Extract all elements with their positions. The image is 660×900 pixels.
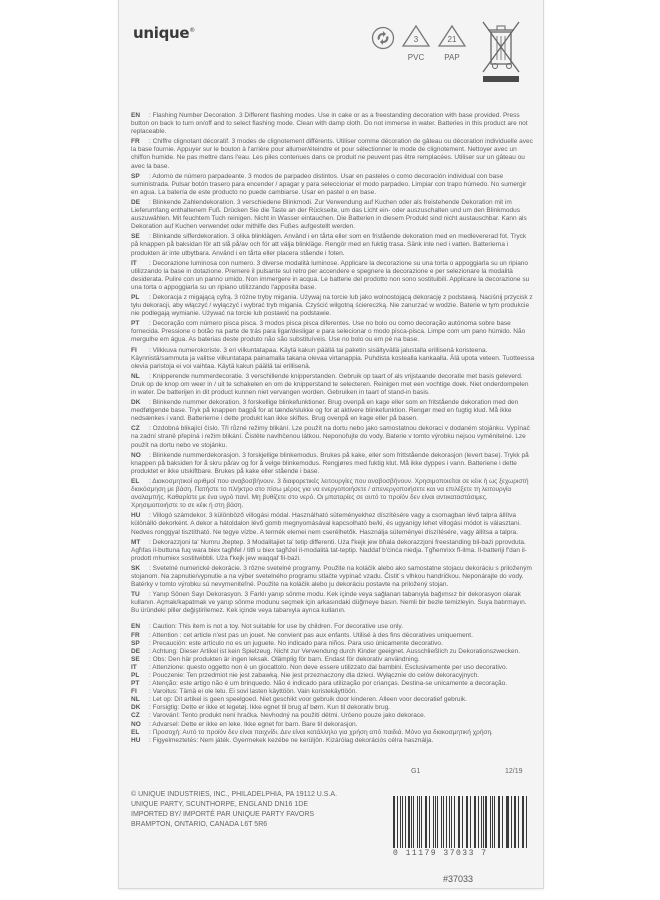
instruction-paragraph: NO : Blinkende nummerdekorasjon. 3 forskjellige blinkemodus. Brukes på kake, eller som frittstående dekorasjon (levert base). Trykk på knappen på baksiden for å skru på/av og for å velge blinkemodus. Rengjøres med fuktig klut. Må ikke dyppes i vann. Batteriene i dette produktet er ikke utskiftbare. Brukes på kake eller stående i base. — [131, 451, 529, 475]
instruction-text: Ozdobná blikající číslo. Tři různé režimy blikání. Lze použít na dortu nebo jako samostatnou dekoraci v dodaném stojánku. Vypínač na zadní straně přepíná i režim blikání. Čistěte navlhčenou látkou. Neponořujte do vody. Baterie v tomto výrobku nejsou vyměnitelné. Lze použít na dortu nebo ve stojánku. — [131, 425, 530, 449]
caution-text: Attention : cet article n'est pas un jouet. Ne convient pas aux enfants. Utilisé à des fins décoratives uniquement. — [152, 631, 473, 639]
instruction-text: Blinkande sifferdekoration. 3 olika blinklägen. Använd i en tårta eller som en fristående dekoration med en medlevererad fot. Tryck på knappen på baksidan för att slå på/av och för att välja blinkläge. Rengör med en fuktig trasa. Sänk inte ned i vatten. Batterierna i produkten är inte utbytbara. Använd i en tårta eller placera stående i foten. — [131, 233, 527, 257]
barcode-bar — [467, 796, 468, 848]
pap-number: 21 — [447, 35, 457, 44]
instruction-paragraph: SE : Blinkande sifferdekoration. 3 olika blinklägen. Använd i en tårta eller som en fristående dekoration med en medlevererad fot. Tryck på knappen på baksidan för att slå på/av och för att välja blinkläge. Rengör med en fuktig trasa. Sänk inte ned i vatten. Batterierna i produkten är inte utbytbara. Använd i en tårta eller placera stående i foten. — [131, 233, 527, 257]
footer-line-4: BRAMPTON, ONTARIO, CANADA L6T 5R6 — [131, 821, 268, 828]
language-code: EL — [131, 477, 140, 485]
green-dot-icon — [371, 26, 395, 50]
barcode-bar — [413, 796, 414, 848]
pvc-recycle-symbol — [399, 24, 433, 62]
pap-recycle-symbol — [435, 24, 469, 62]
barcode-bar — [481, 796, 482, 848]
caution-text: Let op: Dit artikel is geen speelgoed. Niet geschikt voor gebruik door kinderen. Alleen voor decoratief gebruik. — [152, 696, 467, 704]
caution-line: EL : Προσοχή: Αυτό το προϊόν δεν είναι παιχνίδι. Δεν είναι κατάλληλο για χρήση από παιδιά. Μόνο για διακοσμητική χρήση. — [131, 728, 493, 736]
caution-line: NL : Let op: Dit artikel is geen speelgoed. Niet geschikt voor gebruik door kinderen. Alleen voor decoratief gebruik. — [131, 696, 467, 704]
instruction-text: Blinkende nummer dekoration. 3 forskellige blinkefunktioner. Brug ovenpå en kage eller som en fritstående dekoration med den medfølgende base. Tryk på knappen bagpå for at tænde/slukke og for at aktivere blinkefunktion. Rengør med en fugtig klud. Må ikke nedsænkes i vand. Batterierne i dette produkt kan ikke skiftes. Brug ovenpå en kage eller på basen. — [131, 399, 519, 423]
instruction-paragraph: IT : Decorazione luminosa con numero. 3 diverse modalità luminose. Applicare la decorazione su una torta o appoggiarla su un ripiano utilizzando la base in dotazione. Premere il pulsante sul retro per accendere e spegnere la decorazione e per selezionare la modalità desiderata. Pulire con un panno umido. Non immergere in acqua. Le batterie del prodotto non sono sostituibili. Applicare la decorazione su una torta o appoggiarla su un ripiano utilizzando l'apposita base. — [131, 259, 530, 291]
instruction-text: Blinkende Zahlendekoration. 3 verschiedene Blinkmodi. Zur Verwendung auf Kuchen oder als freistehende Dekoration mit im Lieferumfang enthaltenem Fuß. Drücken Sie die Taste an der Rückseite, um das Licht ein- oder auszuschalten und um den Blinkmodus auszuwählen. Mit feuchtem Tuch reinigen. Nicht in Wasser eintauchen. Die Batterien in diesem Produkt sind nicht austauschbar. Kann als Dekoration auf Kuchen verwendet oder mithilfe des Fußes aufgestellt werden. — [131, 198, 527, 231]
instruction-paragraph: EN : Flashing Number Decoration. 3 Different flashing modes. Use in cake or as a freestanding decoration with base provided. Press button on back to turn on/off and to select flashing mode. Clean with damp cloth. Do not immerse in water. Batteries in this product are not replaceable. — [131, 112, 528, 136]
footer-line-2: UNIQUE PARTY, SCUNTHORPE, ENGLAND DN16 1DE — [131, 801, 308, 808]
barcode — [393, 796, 529, 868]
barcode-bar — [417, 796, 418, 848]
caution-line: CZ : Varování: Tento produkt není hračka. Nevhodný na použití dětmi. Určeno pouze jako dekorace. — [131, 712, 426, 720]
instruction-paragraph: HU : Villogó számdekor. 3 különböző villogási módal. Használható süteményekhez díszítésére vagy a csomagban lévő talpra állítva különálló dekorként. A dekor a hátoldalon lévő gomb megnyomásával kapcsolható be/ki, és ugyanígy lehet villogási módot is választani. Nedves ronggyal tisztítható. Ne tegye vízbe. A termék elemei nem cserélhetők. Használja süteményei díszítésére, vagy állítsa a talpra. — [131, 512, 521, 536]
instruction-paragraph: NL : Knipperende nummerdecoratie. 3 verschillende knipperstanden. Gebruik op taart of als vrijstaande decoratie met basis geleverd. Druk op de knop om weer in / uit te schakelen en om de knipperstand te selecteren. Reinigen met een vochtige doek. Niet onderdompelen in water. De batterijen in dit product kunnen niet vervangen worden. Gebruiken in taart of stand-in basis. — [131, 372, 529, 396]
print-code: G1 — [411, 768, 421, 775]
caution-line: PL : Pouczenie: Ten przedmiot nie jest zabawką. Nie jest przeznaczony dla dzieci. Wyłącznie do celów dekoracyjnych. — [131, 672, 480, 679]
barcode-bar — [459, 796, 460, 848]
language-code: FI — [131, 346, 137, 354]
instruction-paragraph: DK : Blinkende nummer dekoration. 3 forskellige blinkefunktioner. Brug ovenpå en kage eller som en fritstående dekoration med den medfølgende base. Tryk på knappen bagpå for at tænde/slukke og for at aktivere blinkefunktion. Rengør med en fugtig klud. Må ikke nedsænkes i vand. Batterierne i dette produkt kan ikke skiftes. Brug ovenpå en kage eller på basen. — [131, 399, 519, 423]
instruction-paragraph: CZ : Ozdobná blikající číslo. Tři různé režimy blikání. Lze použít na dortu nebo jako samostatnou dekoraci v dodaném stojánku. Vypínač na zadní straně přepíná i režim blikání. Čistěte navlhčenou látkou. Neponořujte do vody. Baterie v tomto výrobku nejsou vyměnitelné. Lze použít na dortu nebo ve stojánku. — [131, 425, 530, 449]
language-code: CZ — [131, 712, 140, 720]
language-code: FI — [131, 688, 137, 696]
instruction-text: Dekoracja z migającą cyfrą. 3 różne tryby migania. Używaj na torcie lub jako wolnostojącą dekorację z podstawą. Naciśnij przycisk z tyłu dekoracji, aby włączyć / wyłączyć i wybrać tryb migania. Czyścić wilgotną ściereczką. Nie zanurzać w wodzie. Baterie w tym produkcie nie podlegają wymianie. Używać na torcie lub postawić na podstawie. — [131, 293, 533, 318]
barcode-bar — [498, 796, 499, 848]
caution-text: Pouczenie: Ten przedmiot nie jest zabawką. Nie jest przeznaczony dla dzieci. Wyłącznie do celów dekoracyjnych. — [152, 672, 480, 679]
instruction-paragraph: PL : Dekoracja z migającą cyfrą. 3 różne tryby migania. Używaj na torcie lub jako wolnostojącą dekorację z podstawą. Naciśnij przycisk z tyłu dekoracji, aby włączyć / wyłączyć i wybrać tryb migania. Czyścić wilgotną ściereczką. Nie zanurzać w wodzie. Baterie w tym produkcie nie podlegają wymianie. Używać na torcie lub postawić na podstawie. — [131, 293, 533, 318]
caution-line: DK : Forsigtig: Dette er ikke et legetøj. Ikke egnet til brug af børn. Kun til dekorativ brug. — [131, 704, 390, 712]
caution-text: Varoitus: Tämä ei ole lelu. Ei sovi lasten käyttöön. Vain koristekäyttöön. — [152, 688, 358, 696]
caution-line: FR : Attention : cet article n'est pas un jouet. Ne convient pas aux enfants. Utilisé à des fins décoratives uniquement. — [131, 631, 473, 639]
language-code: HU — [131, 736, 141, 744]
package-back-card — [118, 0, 544, 889]
language-code: FR — [131, 138, 140, 146]
barcode-bar — [408, 796, 409, 848]
language-code: IT — [131, 259, 137, 267]
instruction-text: Flashing Number Decoration. 3 Different flashing modes. Use in cake or as a freestanding decoration with base provided. Press button on back to turn on/off and to select flashing mode. Clean with damp cloth. Do not immerse in water. Batteries in this product are not replaceable. — [131, 112, 528, 136]
caution-text: Achtung: Dieser Artikel ist kein Spielzeug. Nicht zur Verwendung durch Kinder geeignet. Ausschließlich zu Dekorationszwecken. — [152, 647, 521, 655]
footer-address — [131, 790, 337, 830]
barcode-bar — [441, 796, 442, 848]
caution-text: Atenção: este artigo não é um brinquedo. Não é indicado para utilização por crianças. Destina-se unicamente a decoração. — [152, 680, 508, 688]
instructions-list — [131, 112, 535, 615]
caution-line: FI : Varoitus: Tämä ei ole lelu. Ei sovi lasten käyttöön. Vain koristekäyttöön. — [131, 688, 358, 696]
language-code: NL — [131, 696, 140, 704]
caution-text: Figyelmeztetés: Nem játék. Gyermekek kezébe ne kerüljön. Kizárólag dekorációs célra használja. — [152, 736, 434, 744]
barcode-bars — [393, 796, 529, 848]
language-code: PT — [131, 320, 140, 328]
print-date: 12/19 — [505, 768, 523, 775]
caution-text: Forsigtig: Dette er ikke et legetøj. Ikke egnet til brug af børn. Kun til dekorativ brug. — [152, 704, 390, 712]
instruction-text: Knipperende nummerdecoratie. 3 verschillende knipperstanden. Gebruik op taart of als vrijstaande decoratie met basis geleverd. Druk op de knop om weer in / uit te schakelen en om de knipperstand te selecteren. Reinigen met een vochtige doek. Niet onderdompelen in water. De batterijen in dit product kunnen niet vervangen worden. Gebruiken in taart of stand-in basis. — [131, 372, 529, 396]
instruction-paragraph: DE : Blinkende Zahlendekoration. 3 verschiedene Blinkmodi. Zur Verwendung auf Kuchen oder als freistehende Dekoration mit im Lieferumfang enthaltenem Fuß. Drücken Sie die Taste an der Rückseite, um das Licht ein- oder auszuschalten und um den Blinkmodus auszuwählen. Mit feuchtem Tuch reinigen. Nicht in Wasser eintauchen. Die Batterien in diesem Produkt sind nicht austauschbar. Kann als Dekoration auf Kuchen verwendet oder mithilfe des Fußes aufgestellt werden. — [131, 198, 527, 231]
caution-text: Caution: This item is not a toy. Not suitable for use by children. For decorative use only. — [152, 623, 403, 631]
instruction-paragraph: FR : Chiffre clignotant décoratif. 3 modes de clignotement différents. Utiliser comme décoration de gâteau ou décoration individuelle avec la base fournie. Appuyer sur le bouton à l'arrière pour allumer/éteindre et pour sélectionner le mode de clignotement. Nettoyer avec un chiffon humide. Ne pas mettre dans l'eau. Les piles contenues dans ce produit ne peuvent pas être remplacées. Utiliser sur un gâteau ou avec la base. — [131, 138, 533, 170]
caution-line: IT : Attenzione: questo oggetto non è un giocattolo. Non deve essere utilizzato dai bambini. Esclusivamente per uso decorativo. — [131, 663, 508, 671]
language-code: DE — [131, 647, 141, 655]
language-code: SP — [131, 172, 140, 180]
recycle-triangle-icon — [399, 24, 433, 48]
caution-text: Obs: Den här produkten är ingen leksak. Olämplig för barn. Endast för dekorativ användning. — [152, 655, 420, 663]
footer-line-1: © UNIQUE INDUSTRIES, INC., PHILADELPHIA, PA 19112 U.S.A. — [131, 791, 338, 798]
language-code: PL — [131, 672, 140, 679]
trademark-mark: ® — [189, 27, 195, 34]
instruction-paragraph: FI : Vilkkuva numerokoriste. 3 eri vilkuntatapaa. Käytä kakun päällä tai paketin sisältyvällä jalustalla erillisenä koristeena. Käynnistä/sammuta ja valitse vilkuntatapa painamalla takana olevaa virtanappia. Puhdista kostealla kankaalla. Älä upota veteen. Tuotteessa olevia paristoja ei voi vaihtaa. Käytä kakun päällä tai erillisenä. — [131, 346, 535, 370]
barcode-bar — [499, 796, 500, 848]
language-code: EL — [131, 728, 140, 736]
barcode-digits: 0 11179 37033 7 — [393, 849, 488, 858]
instruction-paragraph: SP : Adorno de número parpadeante. 3 modos de parpadeo distintos. Usar en pasteles o como decoración individual con base suministrada. Pulsar botón trasero para encender / apagar y para seleccionar el modo parpadeo. Limpiar con trapo húmedo. No sumergir en agua. La batería de este producto no puede cambiarse. Usar en pastel o en base. — [131, 172, 527, 196]
caution-line: HU : Figyelmeztetés: Nem játék. Gyermekek kezébe ne kerüljön. Kizárólag dekorációs célra használja. — [131, 736, 434, 744]
language-code: FR — [131, 631, 140, 639]
language-code: SE — [131, 655, 140, 663]
language-code: HU — [131, 512, 141, 520]
instruction-paragraph: PT : Decoração com número pisca pisca. 3 modos pisca pisca diferentes. Use no bolo ou como decoração autónoma sobre base fornecida. Pressione o botão na parte de trás para ligar/desligar e para selecionar o modo pisca-pisca. Limpe com um pano húmido. Não mergulhe em água. As baterias deste produto não são substituíveis. Use no bolo ou em pé na base. — [131, 320, 526, 344]
barcode-bar — [437, 796, 438, 848]
barcode-bar — [429, 796, 430, 848]
language-code: NO — [131, 720, 141, 728]
barcode-bar — [426, 796, 427, 848]
instruction-text: Διακοσμητικοί αριθμοί που αναβοσβήνουν. 3 διαφορετικές λειτουργίες που αναβοσβήνουν. Χρησιμοποιείται σε κέικ ή ως ξεχωριστή διακόσμηση με βάση. Πατήστε το πλήκτρο στο πίσω μέρος για να ενεργοποιήσετε / απενεργοποιήσετε και να επιλέξετε τη λειτουργία αναλαμπής. Καθαρίστε με ένα υγρό πανί. Μη βυθίζετε στο νερό. Οι μπαταρίες σε αυτό το προϊόν δεν είναι αντικαταστάσιμες. Χρησιμοποιήστε το σε κέικ ή στη βάση. — [131, 477, 529, 510]
language-code: DE — [131, 198, 141, 206]
cautions-list — [131, 623, 535, 744]
language-code: DK — [131, 704, 141, 712]
barcode-bar — [490, 796, 491, 848]
instruction-text: Villogó számdekor. 3 különböző villogási módal. Használható süteményekhez díszítésére vagy a csomagban lévő talpra állítva különálló dekorként. A dekor a hátoldalon lévő gomb megnyomásával kapcsolható be/ki, és ugyanígy lehet villogási módot is választani. Nedves ronggyal tisztítható. Ne tegye vízbe. A termék elemei nem cserélhetők. Használja süteményei díszítésére, vagy állítsa a talpra. — [131, 512, 521, 536]
instruction-text: Svetelné numerické dekorácie. 3 rôzne svetelné programy. Použite na koláčik alebo ako samostatne stojacu dekoráciu s priloženým stojanom. Na zapnutie/vypnutie a na výber svetelného programu stlačte vypínač vzadu. Čistiť s vlhkou handričkou. Neponárajte do vody. Batérky v tomto výrobku sú nevymeniteľné. Použite na koláčik alebo ju dekoráciu postavte na priložený stojan. — [131, 564, 532, 589]
instruction-paragraph: SK : Svetelné numerické dekorácie. 3 rôzne svetelné programy. Použite na koláčik alebo ako samostatne stojacu dekoráciu s priloženým stojanom. Na zapnutie/vypnutie a na výber svetelného programu stlačte vypínač vzadu. Čistiť s vlhkou handričkou. Neponárajte do vody. Batérky v tomto výrobku sú nevymeniteľné. Použite na koláčik alebo ju dekoráciu postavte na priložený stojan. — [131, 564, 532, 589]
instruction-text: Decoração com número pisca pisca. 3 modos pisca pisca diferentes. Use no bolo ou como decoração autónoma sobre base fornecida. Pressione o botão na parte de trás para ligar/desligar e para selecionar o modo pisca-pisca. Limpe com um pano húmido. Não mergulhe em água. As baterias deste produto não são substituíveis. Use no bolo ou em pé na base. — [131, 320, 526, 344]
language-code: SE — [131, 233, 140, 241]
sku-number: #37033 — [443, 874, 474, 884]
caution-text: Προσοχή: Αυτό το προϊόν δεν είναι παιχνίδι. Δεν είναι κατάλληλο για χρήση από παιδιά. Μόνο για διακοσμητική χρήση. — [152, 728, 493, 736]
instruction-paragraph: MT : Dekorazzjoni ta' Numru Jteptep. 3 Modalitajiet ta' tetip differenti. Uża f'kejk jew bħala dekorazzjoni freestanding bil-bażi pprovduta. Agħfas il-buttuna fuq wara biex tagħfel / titfi u biex tagħżel il-modalità tat-teptip. Naddaf b'ċinċa niedja. Tgħemrixx fl-ilma. Il-batteriji f'dan il-prodott mhumiex sostitwibbli. Uża f'kejk jew waqqaf fil-bażi. — [131, 538, 527, 562]
brand-logo — [133, 24, 195, 42]
language-code: NL — [131, 372, 140, 380]
caution-line: NO : Advarsel: Dette er ikke en leke. Ikke egnet for barn. Bare til dekorasjon. — [131, 720, 358, 728]
language-code: SK — [131, 564, 141, 572]
language-code: PL — [131, 293, 140, 301]
barcode-bar — [507, 796, 508, 848]
caution-line: SE : Obs: Den här produkten är ingen leksak. Olämplig för barn. Endast för dekorativ användning. — [131, 655, 420, 663]
pvc-label: PVC — [407, 53, 425, 62]
caution-line: PT : Atenção: este artigo não é um brinquedo. Não é indicado para utilização por crianças. Destina-se unicamente a decoração. — [131, 680, 508, 688]
caution-line: EN : Caution: This item is not a toy. Not suitable for use by children. For decorative use only. — [131, 623, 403, 631]
caution-text: Varování: Tento produkt není hračka. Nevhodný na použití dětmi. Určeno pouze jako dekorace. — [152, 712, 426, 720]
barcode-bar — [454, 796, 455, 848]
language-code: IT — [131, 663, 137, 671]
pap-label: PAP — [444, 53, 460, 62]
barcode-bar — [451, 796, 452, 848]
instructions-block — [131, 112, 535, 745]
instruction-text: Chiffre clignotant décoratif. 3 modes de clignotement différents. Utiliser comme décoration de gâteau ou décoration individuelle avec la base fournie. Appuyer sur le bouton à l'arrière pour allumer/éteindre et pour sélectionner le mode de clignotement. Nettoyer avec un chiffon humide. Ne pas mettre dans l'eau. Les piles contenues dans ce produit ne peuvent pas être remplacées. Utiliser sur un gâteau ou avec la base. — [131, 138, 533, 170]
instruction-text: Yanıp Sönen Sayı Dekorasyon. 3 Farklı yanıp sönme modu. Kek içinde veya sağlanan tabanıyla bağımsız bir dekorasyon olarak kullanın. Açmak/kapatmak ve yanıp sönme modunu seçmek için arkasındaki düğmeye basın. Nemli bir bezle temizleyin. Suya batırmayın. Bu üründeki piller değiştirilemez. Kek içinde veya tabanıyla ayrıca kullanın. — [131, 591, 527, 615]
language-code: TU — [131, 591, 140, 599]
language-code: SP — [131, 639, 140, 647]
instruction-text: Adorno de número parpadeante. 3 modos de parpadeo distintos. Usar en pasteles o como decoración individual con base suministrada. Pulsar botón trasero para encender / apagar y para seleccionar el modo parpadeo. Limpiar con trapo húmedo. No sumergir en agua. La batería de este producto no puede cambiarse. Usar en pastel o en base. — [131, 172, 527, 196]
caution-line: SP : Precaución: este artículo no es un juguete. No indicado para niños. Para uso únicamente decorativo. — [131, 639, 443, 647]
instruction-text: Dekorazzjoni ta' Numru Jteptep. 3 Modalitajiet ta' tetip differenti. Uża f'kejk jew bħala dekorazzjoni freestanding bil-bażi pprovduta. Agħfas il-buttuna fuq wara biex tagħfel / titfi u biex tagħżel il-modalità tat-teptip. Naddaf b'ċinċa niedja. Tgħemrixx fl-ilma. Il-batteriji f'dan il-prodott mhumiex sostitwibbli. Uża f'kejk jew waqqaf fil-bażi. — [131, 538, 527, 562]
weee-bin-icon — [479, 18, 523, 90]
language-code: NO — [131, 451, 141, 459]
caution-line: DE : Achtung: Dieser Artikel ist kein Spielzeug. Nicht zur Verwendung durch Kinder geeignet. Ausschließlich zu Dekorationszwecken. — [131, 647, 521, 655]
recycle-triangle-icon — [435, 24, 469, 48]
language-code: MT — [131, 538, 141, 546]
footer-line-3: IMPORTED BY/ IMPORTÉ PAR UNIQUE PARTY FAVORS — [131, 811, 315, 818]
language-code: PT — [131, 680, 140, 688]
caution-text: Advarsel: Dette er ikke en leke. Ikke egnet for barn. Bare til dekorasjon. — [152, 720, 358, 728]
brand-name: unique — [133, 24, 190, 42]
language-code: DK — [131, 399, 141, 407]
pvc-number: 3 — [413, 35, 419, 44]
language-code: EN — [131, 112, 141, 119]
language-code: EN — [131, 623, 141, 631]
barcode-bar — [400, 796, 401, 848]
instruction-text: Decorazione luminosa con numero. 3 diverse modalità luminose. Applicare la decorazione su una torta o appoggiarla su un ripiano utilizzando la base in dotazione. Premere il pulsante sul retro per accendere e spegnere la decorazione e per selezionare la modalità desiderata. Pulire con un panno umido. Non immergere in acqua. Le batterie del prodotto non sono sostituibili. Applicare la decorazione su una torta o appoggiarla su un ripiano utilizzando l'apposita base. — [131, 259, 530, 291]
barcode-bar — [485, 796, 486, 848]
instruction-paragraph: TU : Yanıp Sönen Sayı Dekorasyon. 3 Farklı yanıp sönme modu. Kek içinde veya sağlanan tabanıyla bağımsız bir dekorasyon olarak kullanın. Açmak/kapatmak ve yanıp sönme modunu seçmek için arkasındaki düğmeye basın. Nemli bir bezle temizleyin. Suya batırmayın. Bu üründeki piller değiştirilemez. Kek içinde veya tabanıyla ayrıca kullanın. — [131, 591, 527, 615]
language-code: CZ — [131, 425, 140, 433]
instruction-text: Blinkende nummerdekorasjon. 3 forskjellige blinkemodus. Brukes på kake, eller som frittstående dekorasjon (levert base). Trykk på knappen på baksiden for å skru på/av og for å velge blinkemodus. Rengjøres med fuktig klut. Må ikke dyppes i vann. Batteriene i dette produktet er ikke utskiftbare. Brukes på kake eller stående i base. — [131, 451, 529, 475]
instruction-text: Vilkkuva numerokoriste. 3 eri vilkuntatapaa. Käytä kakun päällä tai paketin sisältyvällä jalustalla erillisenä koristeena. Käynnistä/sammuta ja valitse vilkuntatapa painamalla takana olevaa virtanappia. Puhdista kostealla kankaalla. Älä upota veteen. Tuotteessa olevia paristoja ei voi vaihtaa. Käytä kakun päällä tai erillisenä. — [131, 346, 535, 370]
caution-text: Attenzione: questo oggetto non è un giocattolo. Non deve essere utilizzato dai bambini. Esclusivamente per uso decorativo. — [152, 663, 508, 671]
caution-text: Precaución: este artículo no es un juguete. No indicado para niños. Para uso únicamente decorativo. — [152, 639, 443, 647]
instruction-paragraph: EL : Διακοσμητικοί αριθμοί που αναβοσβήνουν. 3 διαφορετικές λειτουργίες που αναβοσβήνουν. Χρησιμοποιείται σε κέικ ή ως ξεχωριστή διακόσμηση με βάση. Πατήστε το πλήκτρο στο πίσω μέρος για να ενεργοποιήσετε / απενεργοποιήσετε και να επιλέξετε τη λειτουργία αναλαμπής. Καθαρίστε με ένα υγρό πανί. Μη βυθίζετε στο νερό. Οι μπαταρίες σε αυτό το προϊόν δεν είναι αντικαταστάσιμες. Χρησιμοποιήστε το σε κέικ ή στη βάση. — [131, 477, 529, 510]
barcode-bar — [515, 796, 516, 848]
